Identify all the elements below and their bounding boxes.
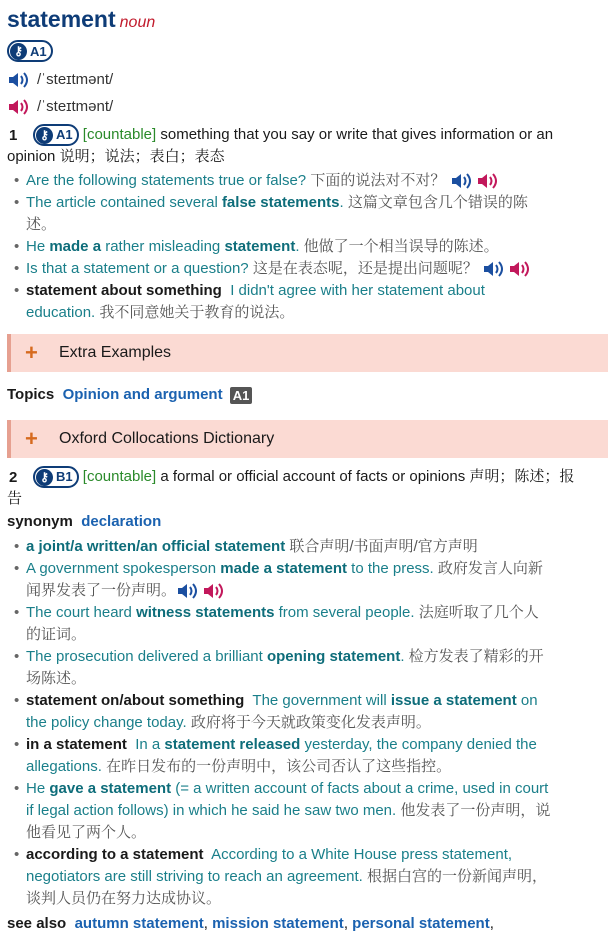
key-level-icon: ⚷	[10, 43, 27, 60]
pron-us-row	[7, 93, 608, 120]
speaker-uk-icon[interactable]	[450, 172, 472, 190]
entry-level-badge[interactable]: ⚷ A1	[7, 40, 53, 62]
topic-level-tag: A1	[230, 387, 253, 404]
example: • A government spokesperson made a statement to the press. 政府发言人向新 闻界发表了一份声明。	[26, 558, 608, 602]
example: • He gave a statement (= a written account of facts about a crime, used in court if legal action follows) in which he said he saw two men. 他发表了一份声明，说 他看见了两个人。	[26, 778, 608, 844]
example: • He made a rather misleading statement. 他做了一个相当误导的陈述。	[26, 236, 608, 258]
topic-link[interactable]: Opinion and argument	[62, 386, 223, 404]
sense-number: 2	[9, 469, 18, 487]
sense-level-badge[interactable]: ⚷ B1	[33, 466, 79, 488]
collocations-toggle[interactable]: + Oxford Collocations Dictionary	[7, 420, 608, 458]
pron-uk-row	[7, 66, 608, 93]
speaker-us-icon[interactable]	[476, 172, 498, 190]
definition-zh: 声明；陈述；报	[469, 468, 575, 486]
headword-line	[7, 0, 608, 36]
speaker-us-icon[interactable]	[508, 260, 530, 278]
synonym-link[interactable]: declaration	[81, 513, 162, 531]
definition-zh-cont: 告	[7, 490, 23, 508]
definition-zh: 说明；说法；表白；表态	[59, 148, 225, 166]
example: • Is that a statement or a question? 这是在表态呢，还是提出问题呢？	[26, 258, 608, 280]
part-of-speech: noun	[119, 14, 156, 31]
speaker-us-icon[interactable]	[7, 98, 29, 116]
sense-number: 1	[9, 127, 18, 144]
entry-level-row	[7, 36, 608, 66]
pron-uk: /ˈsteɪtmənt/	[37, 71, 114, 88]
key-level-icon: ⚷	[36, 127, 53, 144]
example: • The article contained several false statements. 这篇文章包含几个错误的陈 述。	[26, 192, 608, 236]
see-also-row: see also autumn statement, mission statement, personal statement,	[7, 915, 494, 933]
definition-cont: opinion	[7, 148, 56, 166]
example: • The prosecution delivered a brilliant opening statement. 检方发表了精彩的开 场陈述。	[26, 646, 608, 690]
extra-examples-toggle[interactable]: + Extra Examples	[7, 334, 608, 372]
plus-icon: +	[25, 340, 38, 366]
synonym-row: synonym declaration	[7, 513, 162, 531]
example: • The court heard witness statements from several people. 法庭听取了几个人 的证词。	[26, 602, 608, 646]
example: • in a statement In a statement released yesterday, the company denied the allegations. 在昨日发布的一份声明中，该公司否认了这些指控。	[26, 734, 608, 778]
topics-row: Topics Opinion and argument A1	[7, 382, 608, 408]
speaker-uk-icon[interactable]	[7, 71, 29, 89]
example: • Are the following statements true or false? 下面的说法对不对？	[26, 170, 608, 192]
sense-level-badge[interactable]: ⚷ A1	[33, 124, 79, 146]
speaker-us-icon[interactable]	[202, 582, 224, 600]
example: • statement about something I didn't agree with her statement about education. 我不同意她关于教育的说法。	[26, 280, 608, 324]
see-also-link[interactable]: personal statement	[352, 915, 490, 933]
speaker-uk-icon[interactable]	[482, 260, 504, 278]
grammar-label: [countable]	[82, 126, 157, 143]
definition: something that you say or write that gives information or an	[160, 126, 554, 143]
example: • a joint/a written/an official statement 联合声明/书面声明/官方声明	[26, 536, 608, 558]
speaker-uk-icon[interactable]	[176, 582, 198, 600]
sense-1	[7, 124, 608, 458]
example: • statement on/about something The government will issue a statement on the policy change today. 政府将于今天就政策变化发表声明。	[26, 690, 608, 734]
see-also-link[interactable]: autumn statement	[74, 915, 204, 933]
example: • according to a statement According to a White House press statement, negotiators are still striving to reach an agreement. 根据白宫的一份新闻声明， 谈判人员仍在努力达成协议。	[26, 844, 608, 910]
headword: statement	[7, 6, 116, 32]
examples-list	[7, 170, 608, 324]
sense-2	[7, 466, 608, 936]
pron-us: /ˈsteɪtmənt/	[37, 98, 114, 115]
grammar-label: [countable]	[82, 468, 157, 486]
see-also-link[interactable]: mission statement	[212, 915, 344, 933]
definition: a formal or official account of facts or opinions	[160, 468, 466, 486]
plus-icon: +	[25, 426, 38, 452]
key-level-icon: ⚷	[36, 469, 53, 486]
examples-list	[7, 536, 608, 910]
